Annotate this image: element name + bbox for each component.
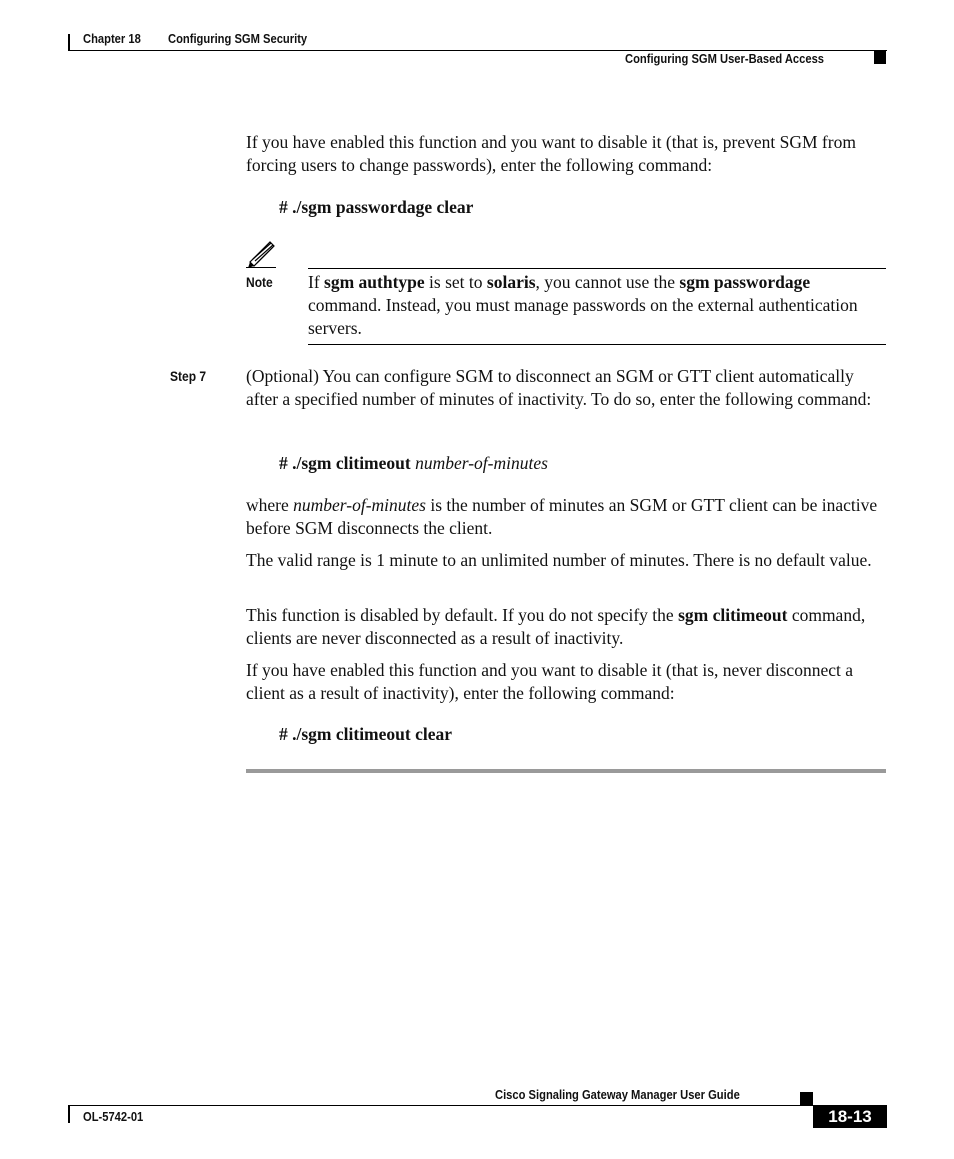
note-text-set-to: is set to — [424, 272, 487, 292]
command-clitimeout-clear — [279, 724, 452, 745]
where-lead: where — [246, 495, 294, 515]
note-bold-passwordage: sgm passwordage — [679, 272, 811, 292]
note-text-rest: command. Instead, you must manage passwords on the external authentication servers. — [308, 295, 858, 338]
range-paragraph: The valid range is 1 minute to an unlimited number of minutes. There is no default value. — [246, 550, 872, 570]
page-number: 18-13 — [828, 1107, 872, 1126]
note-text-if: If — [308, 272, 325, 292]
note-text — [308, 271, 886, 340]
command-argument: number-of-minutes — [415, 453, 548, 473]
where-rest: is the number of minutes an SGM or GTT client can be inactive before SGM disconnects the client. — [246, 495, 878, 538]
command-text: # ./sgm passwordage clear — [279, 197, 474, 217]
footer-square-marker — [800, 1092, 813, 1105]
footer-left-bar — [68, 1105, 70, 1123]
header-left-bar — [68, 34, 70, 51]
note-text-cannot: , you cannot use the — [535, 272, 680, 292]
step-label: Step 7 — [170, 368, 207, 384]
note-bold-authtype: sgm authtype — [324, 272, 425, 292]
footer-guide-title: Cisco Signaling Gateway Manager User Guide — [495, 1087, 740, 1102]
header-section-title: Configuring SGM User-Based Access — [625, 51, 825, 66]
command-text: # ./sgm clitimeout — [279, 453, 411, 473]
footer-rule — [68, 1105, 887, 1106]
command-text: # ./sgm clitimeout clear — [279, 724, 453, 744]
note-bold-solaris: solaris — [486, 272, 536, 292]
note-label: Note — [246, 274, 273, 290]
footer-doc-number: OL-5742-01 — [83, 1109, 144, 1124]
disabled-bold: sgm clitimeout — [678, 605, 788, 625]
note-top-rule — [308, 268, 886, 269]
header-square-marker — [874, 51, 886, 64]
command-passwordage-clear — [279, 197, 473, 218]
header-chapter-title: Configuring SGM Security — [168, 31, 308, 46]
intro-paragraph: If you have enabled this function and you want to disable it (that is, prevent SGM from forcing users to change passwords), enter the following command: — [246, 132, 856, 175]
command-clitimeout — [279, 453, 548, 474]
procedure-end-rule — [246, 769, 886, 773]
pencil-icon — [246, 240, 278, 268]
note-bottom-rule — [308, 344, 886, 345]
disabled-lead: This function is disabled by default. If you do not specify the — [246, 605, 679, 625]
disabled-rest: command, clients are never disconnected as a result of inactivity. — [246, 605, 866, 648]
where-paragraph — [246, 494, 886, 540]
disable-paragraph: If you have enabled this function and you want to disable it (that is, never disconnect a client as a result of inactivity), enter the following command: — [246, 660, 853, 703]
where-argument: number-of-minutes — [293, 495, 426, 515]
disabled-paragraph — [246, 604, 886, 650]
header-chapter: Chapter 18 — [83, 31, 141, 46]
step-text: (Optional) You can configure SGM to disconnect an SGM or GTT client automatically after a specified number of minutes of inactivity. To do so, enter the following command: — [246, 366, 872, 409]
